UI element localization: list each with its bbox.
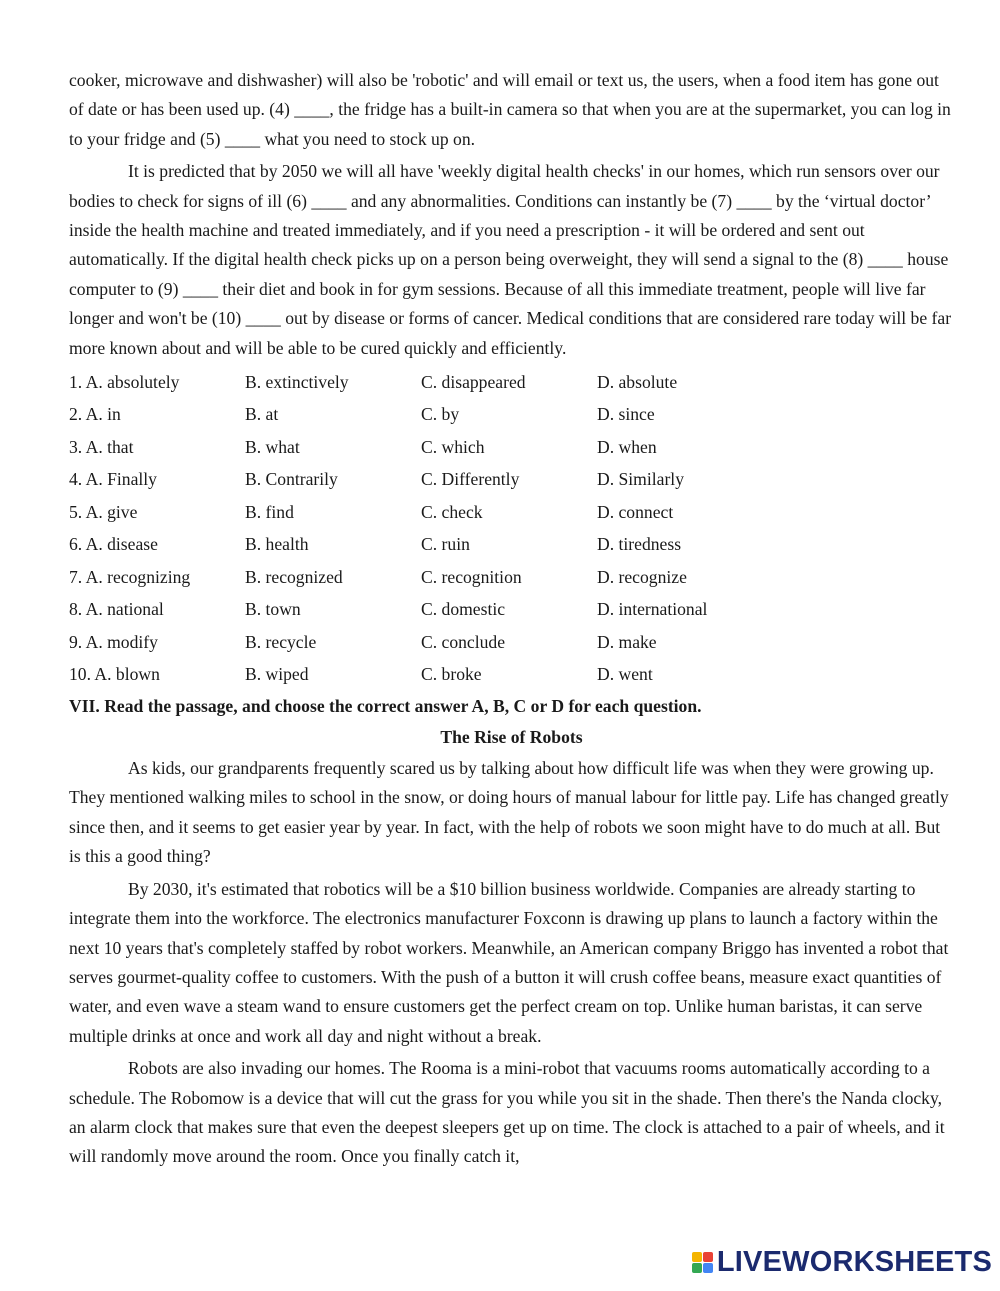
logo-badge-icon	[692, 1252, 713, 1273]
option-b[interactable]: B. extinctively	[245, 371, 349, 392]
option-a[interactable]: 10. A. blown	[69, 664, 160, 685]
section-heading: VII. Read the passage, and choose the correct answer A, B, C or D for each question.	[69, 696, 702, 717]
option-c[interactable]: C. domestic	[421, 599, 506, 620]
question-row-8	[69, 594, 954, 627]
badge-square	[703, 1263, 713, 1273]
reading-paragraph: Robots are also invading our homes. The Rooma is a mini-robot that vacuums rooms automatically according to a schedule. The Robomow is a device that will cut the grass for you while you sit in the shade. Then there's the Nanda clocky, an alarm clock that makes sure that even the deepest sleepers get up on time. The clock is attached to a pair of wheels, and it will randomly move around the room. Once you finally catch it,	[69, 1058, 945, 1167]
option-a[interactable]: 3. A. that	[69, 436, 134, 457]
answer-options	[69, 366, 954, 691]
logo-text: LIVEWORKSHEETS	[716, 1246, 992, 1278]
option-a[interactable]: 4. A. Finally	[69, 469, 157, 490]
option-c[interactable]: C. ruin	[421, 534, 470, 555]
passage-paragraph: cooker, microwave and dishwasher) will also be 'robotic' and will email or text us, the users, when a food item has gone out of date or has been used up. (4) ____, the fridge has a built-in camera so that when you are at the supermarket, you can log in to your fridge and (5) ____ what you need to stock up on.	[69, 70, 951, 149]
passage-paragraph: It is predicted that by 2050 we will all have 'weekly digital health checks' in our homes, which run sensors over our bodies to check for signs of ill (6) ____ and any abnormalities. Conditions can instantly be (7) ____ by the ‘virtual doctor’ inside the health machine and treated immediately, and if you need a prescription - it will be ordered and sent out automatically. If the digital health check picks up on a person being overweight, they will send a signal to the (8) ____ house computer to (9) ____ their diet and book in for gym sessions. Because of all this immediate treatment, people will live far longer and won't be (10) ____ out by disease or forms of cancer. Medical conditions that are considered rare today will be far more known about and will be able to be cured quickly and efficiently.	[69, 161, 952, 358]
badge-square	[692, 1252, 702, 1262]
question-row-4	[69, 464, 954, 497]
option-c[interactable]: C. broke	[421, 664, 482, 685]
reading-paragraph: By 2030, it's estimated that robotics will be a $10 billion business worldwide. Companies are already starting to integrate them into the workforce. The electronics manufacturer Foxconn is drawing up plans to launch a factory within the next 10 years that's completely staffed by robot workers. Meanwhile, an American company Briggo has invented a robot that serves gourmet-quality coffee to customers. With the push of a button it will crush coffee beans, measure exact quantities of water, and even wave a steam wand to ensure customers get the perfect cream on top. Unlike human baristas, it can serve multiple drinks at once and work all day and night without a break.	[69, 878, 949, 1046]
option-c[interactable]: C. recognition	[421, 566, 522, 587]
option-d[interactable]: D. make	[597, 631, 657, 652]
badge-square	[703, 1252, 713, 1262]
option-d[interactable]: D. international	[597, 599, 708, 620]
option-a[interactable]: 2. A. in	[69, 404, 121, 425]
reading-paragraph: As kids, our grandparents frequently scared us by talking about how difficult life was when they were growing up. They mentioned walking miles to school in the snow, or doing hours of manual labour for little pay. Life has changed greatly since then, and it seems to get easier year by year. In fact, with the help of robots we soon might have to do much at all. But is this a good thing?	[69, 758, 949, 867]
worksheet-page	[69, 66, 954, 1175]
option-c[interactable]: C. check	[421, 501, 483, 522]
option-c[interactable]: C. disappeared	[421, 371, 526, 392]
option-d[interactable]: D. Similarly	[597, 469, 684, 490]
question-row-5	[69, 496, 954, 529]
question-row-10	[69, 659, 954, 692]
badge-square	[692, 1263, 702, 1273]
question-row-2	[69, 399, 954, 432]
question-row-7	[69, 561, 954, 594]
option-c[interactable]: C. by	[421, 404, 460, 425]
option-a[interactable]: 1. A. absolutely	[69, 371, 180, 392]
option-b[interactable]: B. health	[245, 534, 309, 555]
option-b[interactable]: B. Contrarily	[245, 469, 338, 490]
option-a[interactable]: 7. A. recognizing	[69, 566, 191, 587]
option-d[interactable]: D. recognize	[597, 566, 687, 587]
option-b[interactable]: B. what	[245, 436, 300, 457]
option-d[interactable]: D. when	[597, 436, 657, 457]
option-a[interactable]: 5. A. give	[69, 501, 138, 522]
option-d[interactable]: D. since	[597, 404, 655, 425]
option-d[interactable]: D. connect	[597, 501, 674, 522]
option-d[interactable]: D. went	[597, 664, 653, 685]
option-b[interactable]: B. town	[245, 599, 301, 620]
option-d[interactable]: D. tiredness	[597, 534, 682, 555]
reading-title: The Rise of Robots	[440, 727, 583, 748]
question-row-9	[69, 626, 954, 659]
option-c[interactable]: C. which	[421, 436, 485, 457]
option-a[interactable]: 6. A. disease	[69, 534, 158, 555]
option-b[interactable]: B. wiped	[245, 664, 309, 685]
option-b[interactable]: B. at	[245, 404, 279, 425]
liveworksheets-logo	[692, 1246, 992, 1279]
option-c[interactable]: C. Differently	[421, 469, 520, 490]
option-b[interactable]: B. recycle	[245, 631, 317, 652]
question-row-3	[69, 431, 954, 464]
option-d[interactable]: D. absolute	[597, 371, 678, 392]
option-b[interactable]: B. find	[245, 501, 294, 522]
question-row-6	[69, 529, 954, 562]
option-c[interactable]: C. conclude	[421, 631, 506, 652]
option-b[interactable]: B. recognized	[245, 566, 343, 587]
question-row-1	[69, 366, 954, 399]
option-a[interactable]: 9. A. modify	[69, 631, 158, 652]
option-a[interactable]: 8. A. national	[69, 599, 164, 620]
